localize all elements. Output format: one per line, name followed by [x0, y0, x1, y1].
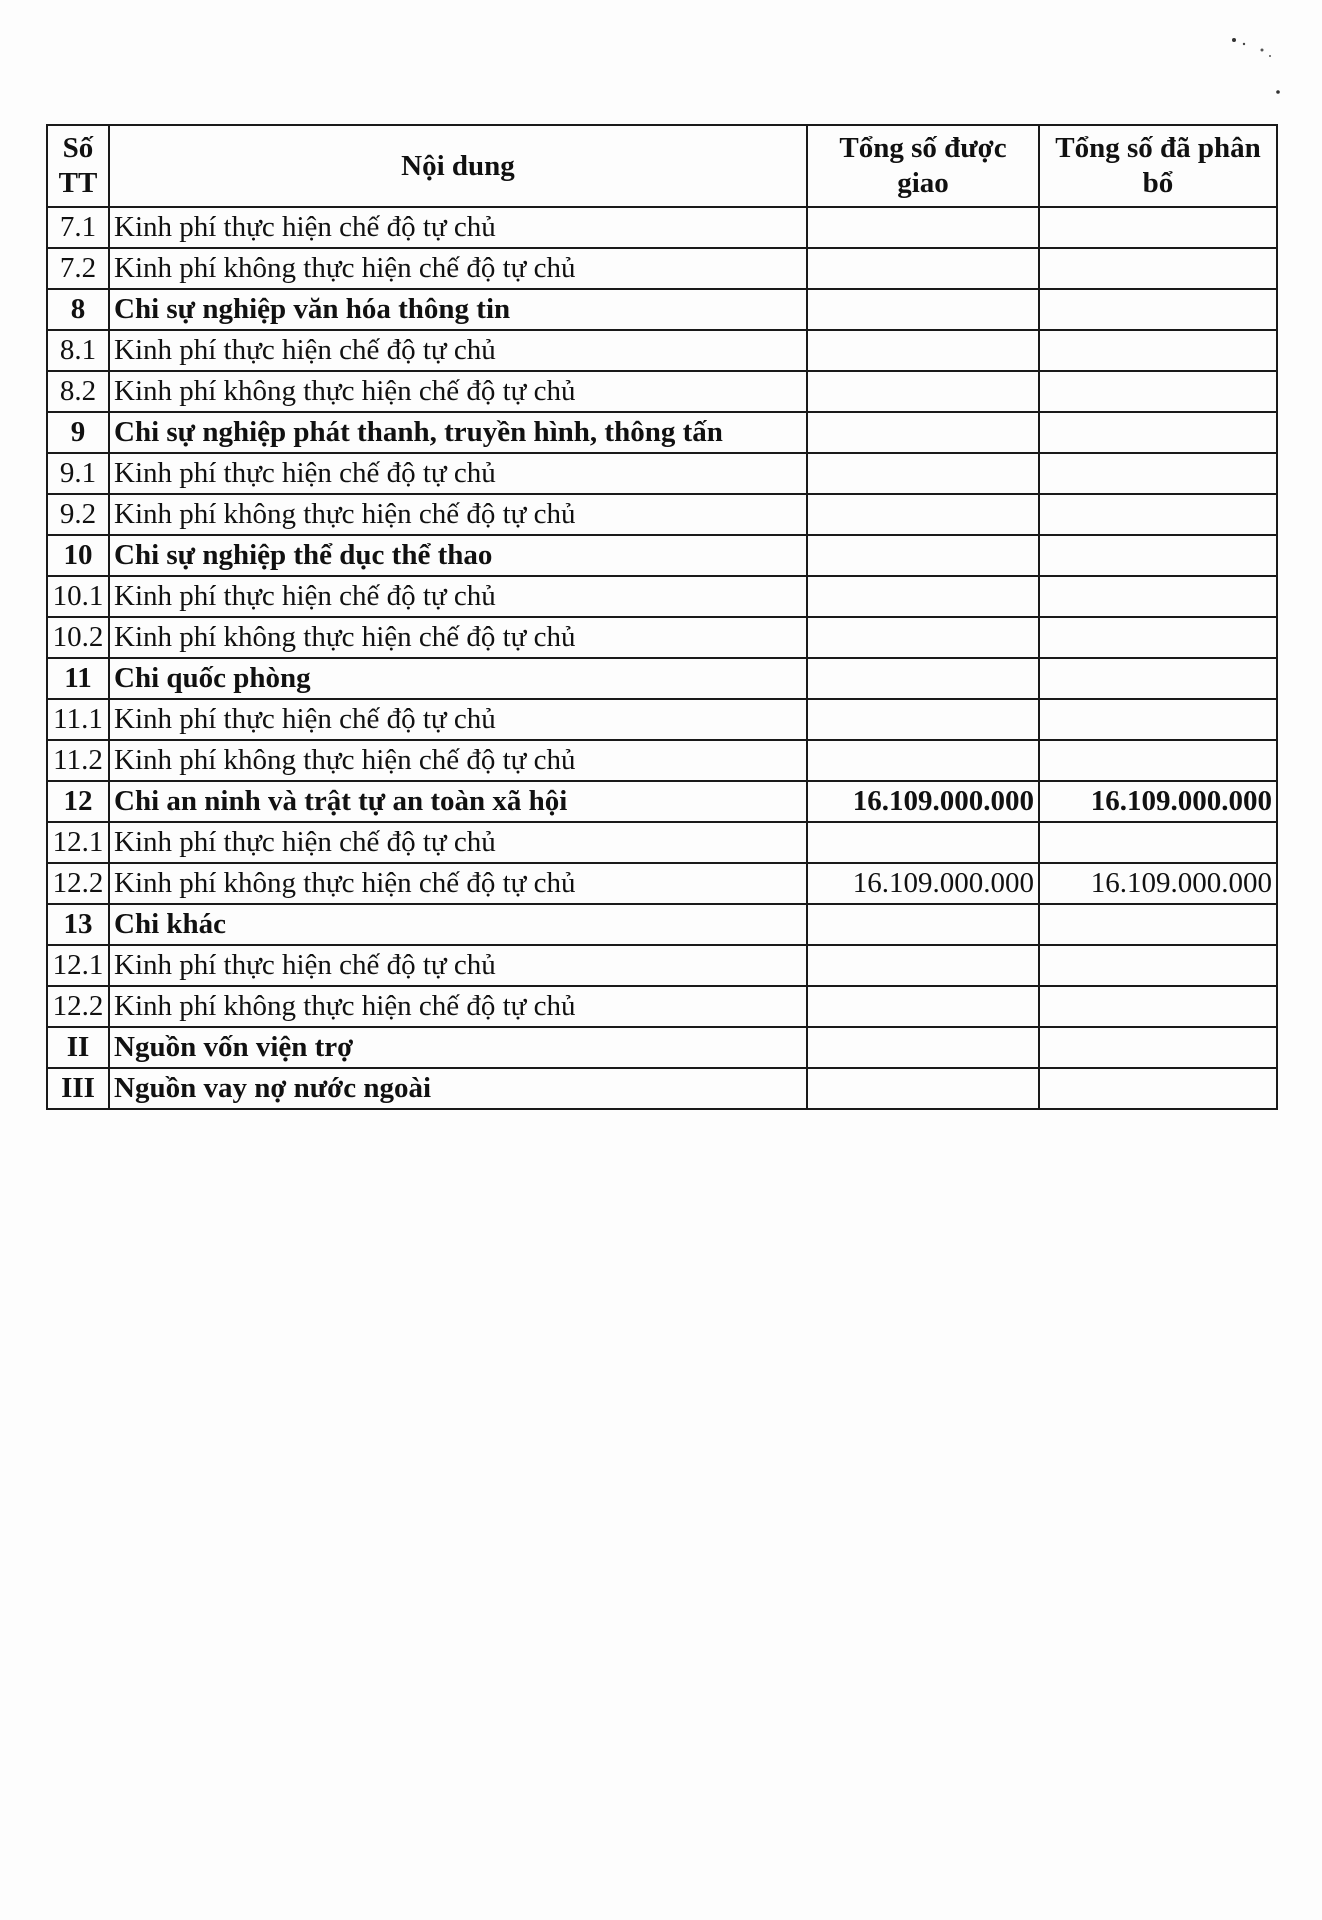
table-row	[47, 412, 1277, 453]
table-row	[47, 945, 1277, 986]
cell-stt: 11.1	[47, 699, 109, 740]
cell-content: Kinh phí thực hiện chế độ tự chủ	[109, 576, 807, 617]
cell-stt: 10.2	[47, 617, 109, 658]
cell-stt: 9	[47, 412, 109, 453]
table-row	[47, 371, 1277, 412]
cell-stt: III	[47, 1068, 109, 1109]
cell-content: Kinh phí không thực hiện chế độ tự chủ	[109, 494, 807, 535]
table-row	[47, 576, 1277, 617]
table-row	[47, 904, 1277, 945]
cell-allocated-total	[1039, 658, 1277, 699]
header-content: Nội dung	[109, 125, 807, 207]
cell-content: Kinh phí thực hiện chế độ tự chủ	[109, 945, 807, 986]
cell-allocated-total	[1039, 535, 1277, 576]
cell-stt: 10	[47, 535, 109, 576]
cell-stt: 12.1	[47, 945, 109, 986]
cell-content: Chi sự nghiệp phát thanh, truyền hình, thông tấn	[109, 412, 807, 453]
cell-stt: 12.2	[47, 986, 109, 1027]
cell-assigned-total	[807, 576, 1039, 617]
cell-allocated-total	[1039, 699, 1277, 740]
cell-content: Chi khác	[109, 904, 807, 945]
cell-assigned-total	[807, 986, 1039, 1027]
cell-content: Nguồn vay nợ nước ngoài	[109, 1068, 807, 1109]
cell-content: Chi an ninh và trật tự an toàn xã hội	[109, 781, 807, 822]
cell-allocated-total	[1039, 1068, 1277, 1109]
cell-allocated-total	[1039, 289, 1277, 330]
cell-assigned-total	[807, 1027, 1039, 1068]
cell-allocated-total: 16.109.000.000	[1039, 863, 1277, 904]
table-row	[47, 535, 1277, 576]
cell-stt: II	[47, 1027, 109, 1068]
cell-allocated-total	[1039, 822, 1277, 863]
cell-allocated-total	[1039, 945, 1277, 986]
cell-assigned-total	[807, 289, 1039, 330]
table-row	[47, 289, 1277, 330]
cell-stt: 7.2	[47, 248, 109, 289]
table-row	[47, 1027, 1277, 1068]
cell-assigned-total	[807, 904, 1039, 945]
table-row	[47, 617, 1277, 658]
table-row	[47, 740, 1277, 781]
cell-stt: 7.1	[47, 207, 109, 248]
cell-allocated-total	[1039, 453, 1277, 494]
table-row	[47, 207, 1277, 248]
cell-assigned-total	[807, 740, 1039, 781]
cell-assigned-total	[807, 453, 1039, 494]
cell-allocated-total	[1039, 494, 1277, 535]
cell-stt: 12	[47, 781, 109, 822]
cell-assigned-total	[807, 412, 1039, 453]
table-row	[47, 248, 1277, 289]
cell-allocated-total	[1039, 986, 1277, 1027]
header-allocated-total: Tổng số đã phân bổ	[1039, 125, 1277, 207]
table-row	[47, 699, 1277, 740]
table-body	[47, 207, 1277, 1109]
cell-allocated-total	[1039, 904, 1277, 945]
cell-stt: 10.1	[47, 576, 109, 617]
cell-allocated-total	[1039, 576, 1277, 617]
cell-content: Chi sự nghiệp thể dục thể thao	[109, 535, 807, 576]
table-row	[47, 658, 1277, 699]
scan-speck-marks	[1222, 30, 1282, 100]
cell-assigned-total	[807, 371, 1039, 412]
cell-assigned-total	[807, 1068, 1039, 1109]
table-row	[47, 781, 1277, 822]
cell-stt: 12.1	[47, 822, 109, 863]
cell-stt: 13	[47, 904, 109, 945]
header-stt: Số TT	[47, 125, 109, 207]
cell-stt: 8.2	[47, 371, 109, 412]
cell-stt: 12.2	[47, 863, 109, 904]
cell-assigned-total	[807, 699, 1039, 740]
cell-stt: 11	[47, 658, 109, 699]
cell-stt: 8.1	[47, 330, 109, 371]
cell-content: Kinh phí không thực hiện chế độ tự chủ	[109, 740, 807, 781]
cell-content: Kinh phí không thực hiện chế độ tự chủ	[109, 863, 807, 904]
cell-allocated-total: 16.109.000.000	[1039, 781, 1277, 822]
cell-assigned-total	[807, 822, 1039, 863]
cell-allocated-total	[1039, 1027, 1277, 1068]
table-row	[47, 863, 1277, 904]
cell-stt: 11.2	[47, 740, 109, 781]
cell-allocated-total	[1039, 371, 1277, 412]
cell-content: Chi quốc phòng	[109, 658, 807, 699]
cell-content: Kinh phí thực hiện chế độ tự chủ	[109, 330, 807, 371]
cell-content: Kinh phí thực hiện chế độ tự chủ	[109, 699, 807, 740]
cell-content: Kinh phí không thực hiện chế độ tự chủ	[109, 371, 807, 412]
budget-allocation-table	[46, 124, 1278, 1110]
cell-assigned-total	[807, 494, 1039, 535]
table-row	[47, 986, 1277, 1027]
cell-allocated-total	[1039, 740, 1277, 781]
cell-allocated-total	[1039, 248, 1277, 289]
cell-content: Kinh phí thực hiện chế độ tự chủ	[109, 207, 807, 248]
cell-allocated-total	[1039, 617, 1277, 658]
cell-allocated-total	[1039, 330, 1277, 371]
cell-content: Nguồn vốn viện trợ	[109, 1027, 807, 1068]
cell-assigned-total: 16.109.000.000	[807, 863, 1039, 904]
cell-assigned-total	[807, 207, 1039, 248]
table-row	[47, 494, 1277, 535]
table-row	[47, 453, 1277, 494]
cell-content: Kinh phí không thực hiện chế độ tự chủ	[109, 248, 807, 289]
cell-stt: 9.2	[47, 494, 109, 535]
table-row	[47, 822, 1277, 863]
table-row	[47, 330, 1277, 371]
cell-content: Kinh phí không thực hiện chế độ tự chủ	[109, 986, 807, 1027]
table-header-row	[47, 125, 1277, 207]
cell-assigned-total	[807, 248, 1039, 289]
cell-assigned-total	[807, 535, 1039, 576]
header-assigned-total: Tổng số được giao	[807, 125, 1039, 207]
cell-assigned-total: 16.109.000.000	[807, 781, 1039, 822]
cell-content: Kinh phí không thực hiện chế độ tự chủ	[109, 617, 807, 658]
cell-content: Kinh phí thực hiện chế độ tự chủ	[109, 453, 807, 494]
cell-assigned-total	[807, 658, 1039, 699]
cell-assigned-total	[807, 617, 1039, 658]
cell-stt: 8	[47, 289, 109, 330]
cell-stt: 9.1	[47, 453, 109, 494]
table-row	[47, 1068, 1277, 1109]
cell-assigned-total	[807, 330, 1039, 371]
cell-content: Kinh phí thực hiện chế độ tự chủ	[109, 822, 807, 863]
cell-assigned-total	[807, 945, 1039, 986]
cell-allocated-total	[1039, 412, 1277, 453]
cell-content: Chi sự nghiệp văn hóa thông tin	[109, 289, 807, 330]
cell-allocated-total	[1039, 207, 1277, 248]
